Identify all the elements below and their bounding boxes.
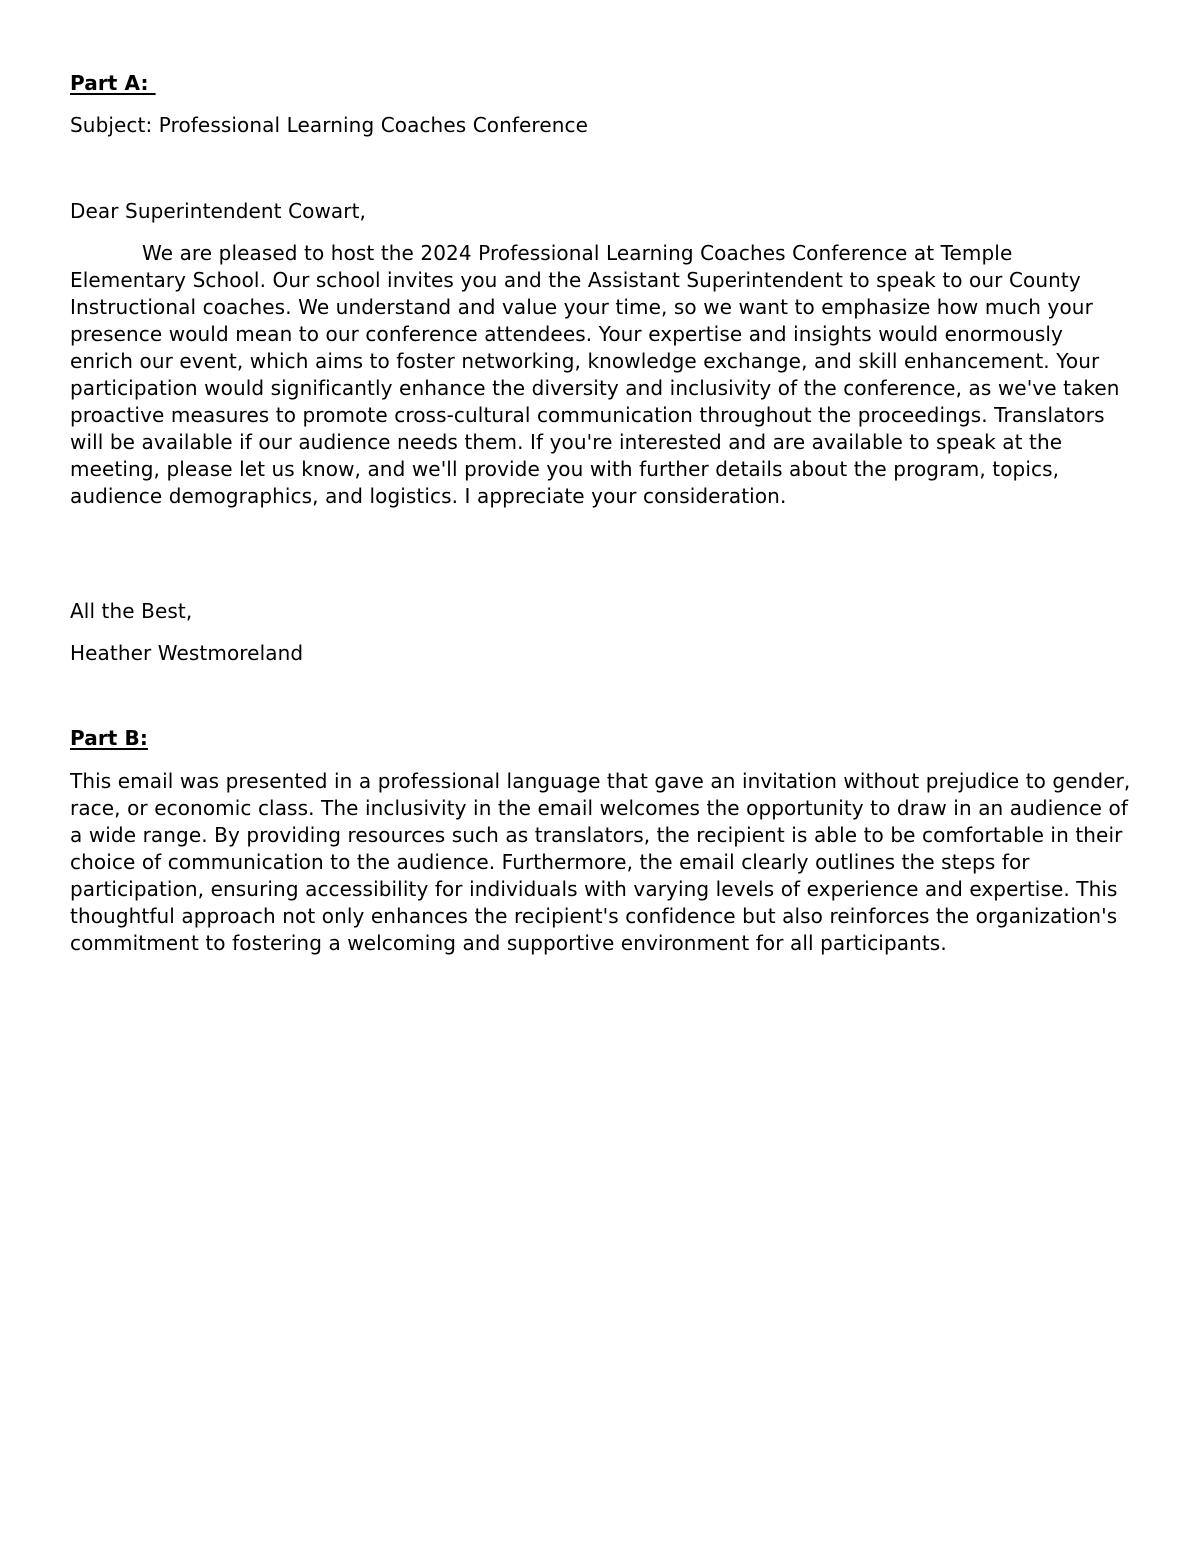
part-a-heading: Part A: [70,71,156,95]
email-closing: All the Best, [70,599,193,623]
email-signature: Heather Westmoreland [70,641,304,665]
email-salutation: Dear Superintendent Cowart, [70,199,367,223]
email-subject: Subject: Professional Learning Coaches Conference [70,113,588,137]
part-b-analysis-paragraph: This email was presented in a professional language that gave an invitation without prejudice to gender, race, or economic class. The inclusivity in the email welcomes the opportunity to draw in an audience of a wide range. By providing resources such as translators, the recipient is able to be comfortable in their choice of communication to the audience. Furthermore, the email clearly outlines the steps for participation, ensuring accessibility for individuals with varying levels of experience and expertise. This thoughtful approach not only enhances the recipient's confidence but also reinforces the organization's commitment to fostering a welcoming and supportive environment for all participants. [70,769,1131,955]
part-b-heading: Part B: [70,726,148,750]
email-body-paragraph: We are pleased to host the 2024 Professional Learning Coaches Conference at Temple Elementary School. Our school invites you and the Assistant Superintendent to speak to our County Instructional coaches. We understand and value your time, so we want to emphasize how much your presence would mean to our conference attendees. Your expertise and insights would enormously enrich our event, which aims to foster networking, knowledge exchange, and skill enhancement. Your participation would significantly enhance the diversity and inclusivity of the conference, as we've taken proactive measures to promote cross-cultural communication throughout the proceedings. Translators will be available if our audience needs them. If you're interested and are available to speak at the meeting, please let us know, and we'll provide you with further details about the program, topics, audience demographics, and logistics. I appreciate your consideration. [70,241,1120,508]
